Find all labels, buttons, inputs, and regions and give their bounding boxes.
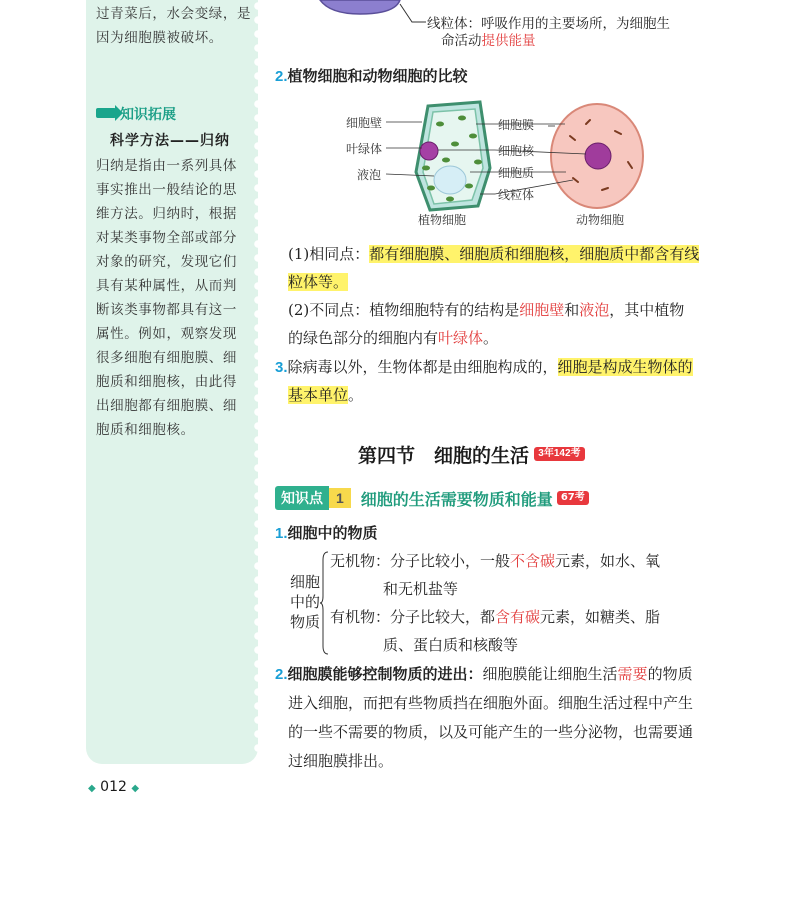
key-term-vacuole: 液泡 <box>579 301 610 319</box>
sidebar-body-line: 出细胞都有细胞膜、细 <box>96 398 237 414</box>
label-chloroplast: 叶绿体 <box>346 142 383 156</box>
sidebar-body-line: 断该类事物都具有这一 <box>96 302 237 318</box>
difference-text: 的绿色部分的细胞内有 <box>288 329 439 347</box>
sub-1-title: 细胞中的物质 <box>287 525 378 542</box>
inorganic-text: 元素，如水、氧 <box>555 552 661 570</box>
key-term-chloroplast: 叶绿体 <box>438 329 484 347</box>
exam-count-badge: 3年142考 <box>534 447 584 461</box>
sub-2-line4: 过细胞膜排出。 <box>288 752 394 770</box>
sidebar-note-line: 因为细胞膜被破坏。 <box>96 30 223 46</box>
exam-count-badge: 67考 <box>557 491 589 505</box>
vacuole <box>434 166 466 194</box>
sidebar-body-line: 胞质和细胞核。 <box>96 422 195 438</box>
method-title: 科学方法——归纳 <box>110 133 230 149</box>
label-cytoplasm: 细胞质 <box>498 166 535 180</box>
section-3-highlight: 基本单位 <box>288 386 349 404</box>
category-label-line: 物质 <box>290 613 321 631</box>
similarity-highlight: 粒体等。 <box>288 273 349 291</box>
section-3-text: 除病毒以外，生物体都是由细胞构成的， <box>287 358 558 376</box>
inorganic-text: 无机物：分子比较小，一般 <box>330 552 511 570</box>
page-number-text: 012 <box>100 779 127 795</box>
label-nucleus: 细胞核 <box>498 144 535 158</box>
sidebar-body-line: 对象的研究，发现它们 <box>96 254 237 270</box>
mitochondria-note-line2 <box>441 31 536 51</box>
substance-category-label <box>290 572 320 632</box>
sidebar-body-line: 维方法。归纳时，根据 <box>96 206 237 222</box>
brace-icon <box>320 548 330 658</box>
organic-line2: 质、蛋白质和核酸等 <box>383 636 519 654</box>
knowledge-point-number: 1 <box>329 488 351 508</box>
knowledge-point-label: 知识点 <box>275 486 329 510</box>
plant-cell-caption: 植物细胞 <box>418 213 467 227</box>
sub-2-text: 细胞膜能让细胞生活 <box>482 665 618 683</box>
similarity-highlight: 都有细胞膜、细胞质和细胞核，细胞质中都含有线 <box>369 245 700 263</box>
sidebar-body-line: 属性。例如，观察发现 <box>96 326 237 342</box>
sidebar-body <box>96 154 237 442</box>
section-3-text: 。 <box>348 386 364 404</box>
section-3-line1 <box>275 357 693 378</box>
chapter-title <box>358 441 585 468</box>
chapter-title-text: 第四节 细胞的生活 <box>358 446 530 467</box>
key-term-cell-wall: 细胞壁 <box>519 301 565 319</box>
section-number: 2. <box>275 68 288 85</box>
section-2-heading <box>275 65 468 86</box>
category-label-line: 中的 <box>290 593 321 611</box>
knowledge-point-bar <box>275 486 589 510</box>
sidebar-body-line: 具有某种属性，从而判 <box>96 278 237 294</box>
difference-text: (2)不同点：植物细胞特有的结构是 <box>288 301 520 319</box>
sidebar-body-line: 对某类事物全部或部分 <box>96 230 237 246</box>
sidebar-edge-decoration <box>252 0 264 764</box>
knowledge-extension-title <box>96 104 176 124</box>
difference-line2 <box>288 328 498 348</box>
sub-2-text: 的物质 <box>647 665 693 683</box>
sidebar-note-line: 过青菜后，水会变绿，是 <box>96 6 252 22</box>
sub-2-line2: 进入细胞，而把有些物质挡在细胞外面。细胞生活过程中产生 <box>288 694 694 712</box>
section-title: 植物细胞和动物细胞的比较 <box>287 68 468 85</box>
animal-cell-caption: 动物细胞 <box>576 213 625 227</box>
sidebar-body-line: 归纳是指由一系列具体 <box>96 158 237 174</box>
sub-2-line1 <box>275 664 693 685</box>
organic-line1 <box>330 607 660 627</box>
organic-text: 有机物：分子比较大，都 <box>330 608 496 626</box>
diamond-icon: ◆ <box>88 783 96 794</box>
difference-text: ，其中植物 <box>609 301 685 319</box>
cell-figure-partial <box>300 0 440 32</box>
section-number: 1. <box>275 525 288 542</box>
label-cell-wall: 细胞壁 <box>346 116 383 130</box>
sub-1-heading <box>275 522 378 543</box>
page-number <box>88 779 139 795</box>
diamond-icon: ◆ <box>131 783 140 794</box>
note-text: 命活动 <box>441 33 482 48</box>
difference-text: 和 <box>564 301 580 319</box>
label-cell-membrane: 细胞膜 <box>498 118 535 132</box>
inorganic-line1 <box>330 551 660 571</box>
section-number: 3. <box>275 359 288 376</box>
label-mitochondria: 线粒体 <box>498 188 535 202</box>
difference-line1 <box>288 300 684 320</box>
label-vacuole: 液泡 <box>357 168 382 182</box>
organic-text: 元素，如糖类、脂 <box>540 608 661 626</box>
similarity-line1 <box>288 244 699 264</box>
cell-comparison-diagram <box>330 96 660 230</box>
cell-shape <box>320 0 400 14</box>
sidebar-note <box>96 2 251 50</box>
key-term-contains-carbon: 含有碳 <box>495 608 541 626</box>
extension-label: 知识拓展 <box>120 107 176 123</box>
section-3-highlight: 细胞是构成生物体的 <box>557 358 693 376</box>
key-term-needed: 需要 <box>617 665 648 683</box>
arrow-icon <box>96 108 116 118</box>
section-3-line2 <box>288 385 363 405</box>
mitochondria-note-line1: 线粒体：呼吸作用的主要场所，为细胞生 <box>427 16 670 31</box>
inorganic-line2: 和无机盐等 <box>383 580 459 598</box>
category-label-line: 细胞 <box>290 573 321 591</box>
sidebar-body-line: 胞质和细胞核，由此得 <box>96 374 237 390</box>
plant-nucleus <box>420 142 438 160</box>
note-key-text: 提供能量 <box>481 33 536 48</box>
difference-text: 。 <box>483 329 499 347</box>
sub-2-title: 细胞膜能够控制物质的进出： <box>287 666 483 683</box>
leader-line <box>400 4 426 22</box>
similarity-line2 <box>288 272 348 292</box>
animal-nucleus <box>585 143 611 169</box>
key-term-no-carbon: 不含碳 <box>510 552 556 570</box>
sub-2-line3: 的一些不需要的物质，以及可能产生的一些分泌物，也需要通 <box>288 723 694 741</box>
section-number: 2. <box>275 666 288 683</box>
sidebar-body-line: 事实推出一般结论的思 <box>96 182 237 198</box>
sidebar-body-line: 很多细胞有细胞膜、细 <box>96 350 237 366</box>
similarity-prefix: (1)相同点： <box>288 245 370 263</box>
knowledge-point-title: 细胞的生活需要物质和能量 <box>360 491 553 509</box>
